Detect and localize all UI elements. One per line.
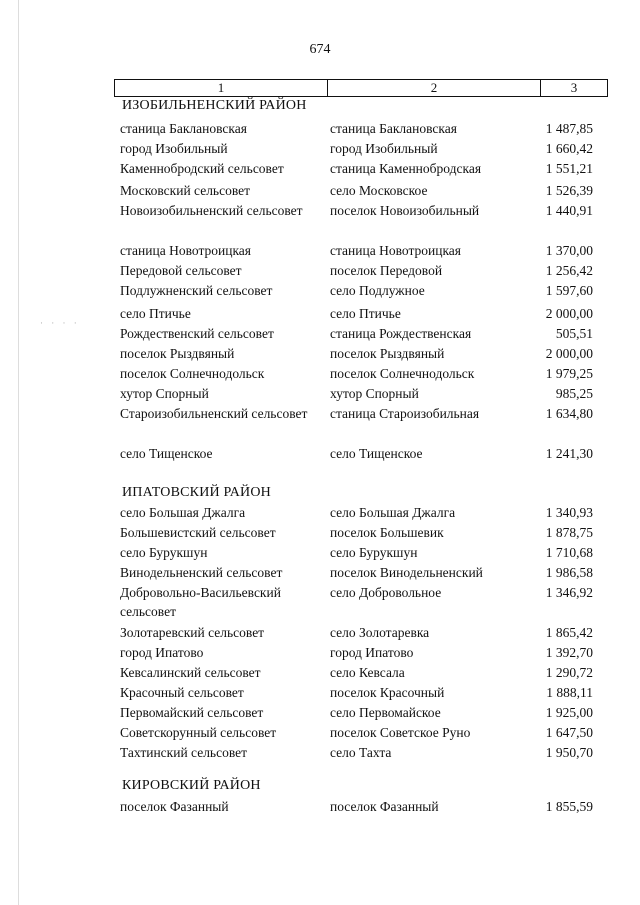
value-cell: 1 340,93 <box>545 505 593 520</box>
value-cell: 1 256,42 <box>545 263 593 278</box>
value-cell: 1 551,21 <box>545 161 593 176</box>
administrative-center: станица Староизобильная <box>330 406 480 421</box>
municipality-name: поселок Солнечнодольск <box>120 366 265 381</box>
column-header-1: 1 <box>115 80 328 96</box>
value-cell: 1 986,58 <box>545 565 593 580</box>
municipality-name: Большевистский сельсовет <box>120 525 276 540</box>
administrative-center: поселок Советское Руно <box>330 725 471 740</box>
administrative-center: поселок Новоизобильный <box>330 203 480 218</box>
municipality-name: город Ипатово <box>120 645 204 660</box>
municipality-name: село Бурукшун <box>120 545 208 560</box>
value-cell: 505,51 <box>555 326 593 341</box>
municipality-name: Советскорунный сельсовет <box>120 725 277 740</box>
municipality-name: Винодельненский сельсовет <box>120 565 283 580</box>
administrative-center: село Тищенское <box>330 446 423 461</box>
administrative-center: станица Рождественская <box>330 326 472 341</box>
administrative-center: село Подлужное <box>330 283 425 298</box>
value-cell: 1 392,70 <box>545 645 593 660</box>
value-cell: 1 925,00 <box>545 705 593 720</box>
municipality-name: станица Новотроицкая <box>120 243 252 258</box>
value-cell: 1 346,92 <box>545 585 593 600</box>
administrative-center: поселок Фазанный <box>330 799 439 814</box>
administrative-center: село Большая Джалга <box>330 505 456 520</box>
value-cell: 1 597,60 <box>545 283 593 298</box>
value-cell: 1 634,80 <box>545 406 593 421</box>
region-title: ИПАТОВСКИЙ РАЙОН <box>122 485 271 500</box>
municipality-name: поселок Рыздвяный <box>120 346 235 361</box>
page-number: 674 <box>309 42 331 57</box>
value-cell: 1 888,11 <box>546 685 593 700</box>
value-cell: 1 440,91 <box>545 203 593 218</box>
value-cell: 1 950,70 <box>545 745 593 760</box>
value-cell: 1 710,68 <box>545 545 593 560</box>
municipality-name: село Большая Джалга <box>120 505 246 520</box>
municipality-name: хутор Спорный <box>120 386 209 401</box>
municipality-name: Каменнобродский сельсовет <box>120 161 284 176</box>
municipality-name: Подлужненский сельсовет <box>120 283 273 298</box>
administrative-center: село Тахта <box>330 745 392 760</box>
municipality-name: Кевсалинский сельсовет <box>120 665 261 680</box>
administrative-center: село Добровольное <box>330 585 442 600</box>
municipality-name: станица Баклановская <box>120 121 247 136</box>
municipality-name: Московский сельсовет <box>120 183 251 198</box>
municipality-name: село Тищенское <box>120 446 213 461</box>
municipality-name: Новоизобильненский сельсовет <box>120 203 303 218</box>
administrative-center: село Птичье <box>330 306 401 321</box>
administrative-center: хутор Спорный <box>330 386 419 401</box>
municipality-name: Добровольно-Васильевский сельсовет <box>120 585 281 619</box>
value-cell: 1 290,72 <box>545 665 593 680</box>
region-title: ИЗОБИЛЬНЕНСКИЙ РАЙОН <box>122 98 307 113</box>
administrative-center: город Ипатово <box>330 645 414 660</box>
value-cell: 1 647,50 <box>545 725 593 740</box>
administrative-center: станица Баклановская <box>330 121 457 136</box>
column-header-2: 2 <box>328 80 541 96</box>
administrative-center: город Изобильный <box>330 141 438 156</box>
administrative-center: поселок Большевик <box>330 525 444 540</box>
administrative-center: станица Каменнобродская <box>330 161 482 176</box>
municipality-name: Первомайский сельсовет <box>120 705 264 720</box>
value-cell: 2 000,00 <box>545 306 593 321</box>
administrative-center: поселок Солнечнодольск <box>330 366 475 381</box>
column-header-3: 3 <box>570 80 578 95</box>
administrative-center: село Бурукшун <box>330 545 418 560</box>
administrative-center: поселок Рыздвяный <box>330 346 445 361</box>
municipality-name: село Птичье <box>120 306 191 321</box>
municipality-name: Золотаревский сельсовет <box>120 625 265 640</box>
value-cell: 1 979,25 <box>545 366 593 381</box>
scan-edge-line <box>18 0 19 905</box>
administrative-center: село Кевсала <box>330 665 405 680</box>
municipality-name: Староизобильненский сельсовет <box>120 406 308 421</box>
value-cell: 1 865,42 <box>545 625 593 640</box>
administrative-center: поселок Винодельненский <box>330 565 483 580</box>
value-cell: 985,25 <box>555 386 593 401</box>
value-cell: 2 000,00 <box>545 346 593 361</box>
municipality-name: Красочный сельсовет <box>120 685 244 700</box>
value-cell: 1 855,59 <box>545 799 593 814</box>
municipality-name: поселок Фазанный <box>120 799 229 814</box>
value-cell: 1 241,30 <box>545 446 593 461</box>
value-cell: 1 370,00 <box>545 243 593 258</box>
administrative-center: станица Новотроицкая <box>330 243 462 258</box>
administrative-center: село Первомайское <box>330 705 441 720</box>
administrative-center: село Московское <box>330 183 428 198</box>
municipality-name: Рождественский сельсовет <box>120 326 274 341</box>
administrative-center: поселок Красочный <box>330 685 445 700</box>
column-header-row <box>114 79 608 97</box>
administrative-center: село Золотаревка <box>330 625 430 640</box>
value-cell: 1 526,39 <box>545 183 593 198</box>
value-cell: 1 660,42 <box>545 141 593 156</box>
municipality-name: город Изобильный <box>120 141 228 156</box>
region-title: КИРОВСКИЙ РАЙОН <box>122 778 261 793</box>
administrative-center: поселок Передовой <box>330 263 443 278</box>
municipality-name: Передовой сельсовет <box>120 263 242 278</box>
municipality-name: Тахтинский сельсовет <box>120 745 248 760</box>
margin-mark: · · · · <box>40 318 80 328</box>
value-cell: 1 878,75 <box>545 525 593 540</box>
value-cell: 1 487,85 <box>545 121 593 136</box>
